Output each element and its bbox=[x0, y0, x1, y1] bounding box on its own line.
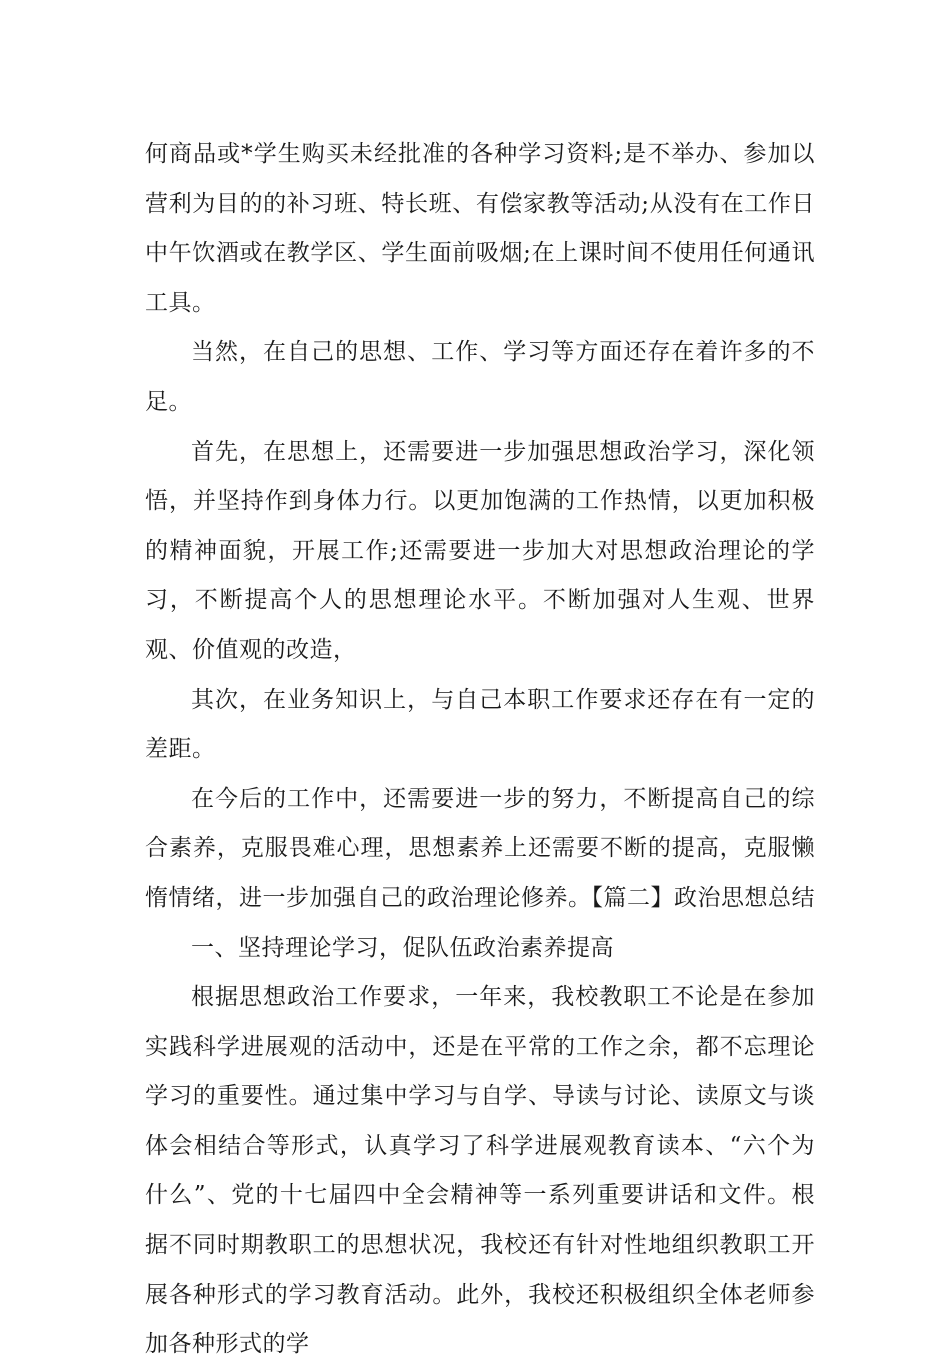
paragraph-2: 当然，在自己的思想、工作、学习等方面还存在着许多的不足。 bbox=[145, 339, 815, 415]
paragraph-1: 何商品或*学生购买未经批准的各种学习资料;是不举办、参加以营利为目的的补习班、特长班、有偿家教等活动;从没有在工作日中午饮酒或在教学区、学生面前吸烟;在上课时间不使用任何通讯工具。 bbox=[145, 141, 815, 316]
paragraph-5: 在今后的工作中，还需要进一步的努力，不断提高自己的综合素养，克服畏难心理，思想素养上还需要不断的提高，克服懒惰情绪，进一步加强自己的政治理论修养。【篇二】政治思想总结 bbox=[145, 785, 815, 911]
paragraph-7: 根据思想政治工作要求，一年来，我校教职工不论是在参加实践科学进展观的活动中，还是在平常的工作之余，都不忘理论学习的重要性。通过集中学习与自学、导读与讨论、读原文与谈体会相结合等形式，认真学习了科学进展观教育读本、“六个为什么”、党的十七届四中全会精神等一系列重要讲话和文件。根据不同时期教职工的思想状况，我校还有针对性地组织教职工开展各种形式的学习教育活动。此外，我校还积极组织全体老师参加各种形式的学 bbox=[145, 984, 815, 1358]
paragraph-3: 首先，在思想上，还需要进一步加强思想政治学习，深化领悟，并坚持作到身体力行。以更加饱满的工作热情，以更加积极的精神面貌，开展工作;还需要进一步加大对思想政治理论的学习，不断提高个人的思想理论水平。不断加强对人生观、世界观、价值观的改造， bbox=[145, 438, 815, 663]
section-heading: 一、坚持理论学习，促队伍政治素养提高 bbox=[191, 934, 614, 961]
paragraph-4: 其次，在业务知识上，与自己本职工作要求还存在有一定的差距。 bbox=[145, 686, 815, 763]
document-body bbox=[145, 130, 815, 1370]
